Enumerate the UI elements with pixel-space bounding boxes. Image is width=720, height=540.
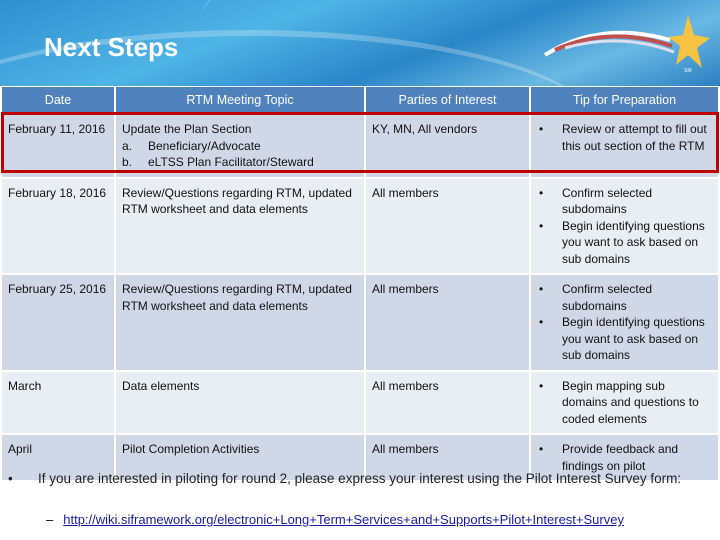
topic-cell: Data elements <box>116 372 364 434</box>
header-tip: Tip for Preparation <box>531 87 718 113</box>
tip-cell <box>531 179 718 274</box>
link-line <box>46 512 624 527</box>
date-cell: February 11, 2016 <box>2 115 114 177</box>
date-cell: February 25, 2016 <box>2 275 114 370</box>
page-title: Next Steps <box>44 32 179 62</box>
parties-cell: All members <box>366 179 529 274</box>
tip-item: • Begin identifying questions you want to ask based on sub domains <box>537 314 712 364</box>
tip-item: • Begin identifying questions you want to ask based on sub domains <box>537 218 712 268</box>
topic-cell: Pilot Completion Activities <box>116 435 364 480</box>
tip-cell <box>531 275 718 370</box>
sub-item: a. Beneficiary/Advocate <box>122 138 261 153</box>
svg-text:SM: SM <box>684 68 692 74</box>
next-steps-table <box>0 85 720 482</box>
table-row <box>2 372 718 434</box>
note-text: If you are interested in piloting for round 2, please express your interest using the Pilot Interest Survey form: <box>38 471 682 486</box>
pilot-survey-link[interactable]: http://wiki.siframework.org/electronic+Long+Term+Services+and+Supports+Pilot+Interest+Survey <box>63 512 624 527</box>
table-row <box>2 179 718 274</box>
topic-cell: Review/Questions regarding RTM, updated RTM worksheet and data elements <box>116 275 364 370</box>
tip-item: • Review or attempt to fill out this out section of the RTM <box>537 121 712 154</box>
tip-item: • Begin mapping sub domains and questions to coded elements <box>537 378 712 428</box>
star-logo-icon <box>540 10 710 80</box>
date-cell: February 18, 2016 <box>2 179 114 274</box>
parties-cell: All members <box>366 275 529 370</box>
tip-item: • Confirm selected subdomains <box>537 185 712 218</box>
parties-cell: All members <box>366 372 529 434</box>
header-date: Date <box>2 87 114 113</box>
pilot-note <box>8 470 708 488</box>
topic-cell <box>116 115 364 177</box>
date-cell: April <box>2 435 114 480</box>
tip-cell <box>531 372 718 434</box>
tip-item: • Provide feedback and findings on pilot <box>537 441 712 474</box>
tip-item: • Confirm selected subdomains <box>537 281 712 314</box>
topic-text: Update the Plan Section <box>122 122 252 136</box>
date-cell: March <box>2 372 114 434</box>
header-parties: Parties of Interest <box>366 87 529 113</box>
topic-cell: Review/Questions regarding RTM, updated RTM worksheet and data elements <box>116 179 364 274</box>
table-row <box>2 115 718 177</box>
tip-cell <box>531 115 718 177</box>
header-banner <box>0 0 720 86</box>
dash: – <box>46 512 54 527</box>
bullet: • <box>8 471 13 486</box>
parties-cell: KY, MN, All vendors <box>366 115 529 177</box>
table-row <box>2 275 718 370</box>
sub-item: b. eLTSS Plan Facilitator/Steward <box>122 155 314 169</box>
header-topic: RTM Meeting Topic <box>116 87 364 113</box>
parties-cell: All members <box>366 435 529 480</box>
